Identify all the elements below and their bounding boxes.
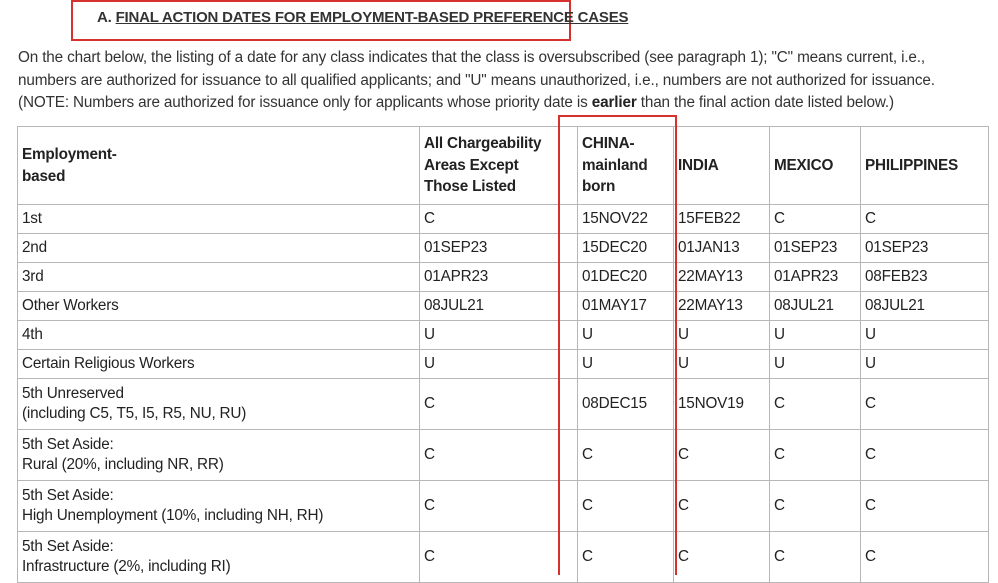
cell-all: U bbox=[420, 321, 578, 350]
table-row bbox=[18, 321, 989, 350]
cell-philippines: U bbox=[861, 350, 989, 379]
cell-china: U bbox=[578, 350, 674, 379]
cell-mexico: U bbox=[770, 321, 861, 350]
cell-mexico: C bbox=[770, 532, 861, 583]
cell-mexico: C bbox=[770, 430, 861, 481]
cell-philippines: 08JUL21 bbox=[861, 292, 989, 321]
cell-mexico: 01APR23 bbox=[770, 263, 861, 292]
cell-mexico: C bbox=[770, 481, 861, 532]
cell-all: C bbox=[420, 379, 578, 430]
table-row bbox=[18, 234, 989, 263]
cell-china: 01DEC20 bbox=[578, 263, 674, 292]
cell-all: C bbox=[420, 532, 578, 583]
cell-all: C bbox=[420, 430, 578, 481]
cell-all: U bbox=[420, 350, 578, 379]
cell-mexico: 08JUL21 bbox=[770, 292, 861, 321]
cell-china: C bbox=[578, 481, 674, 532]
row-category: 4th bbox=[18, 321, 420, 350]
final-action-dates-table bbox=[17, 126, 989, 583]
cell-all: 01APR23 bbox=[420, 263, 578, 292]
cell-india: U bbox=[674, 350, 770, 379]
header-mexico: MEXICO bbox=[770, 127, 861, 205]
cell-india: U bbox=[674, 321, 770, 350]
cell-india: C bbox=[674, 430, 770, 481]
table-row bbox=[18, 263, 989, 292]
table-row bbox=[18, 430, 989, 481]
intro-text-1: On the chart below, the listing of a date for any class indicates that the class is oversubscribed (see paragraph 1); "C" means current, i.e., numbers are authorized for issuance to all qualified applicants; and "U" means unauthorized, i.e., numbers are not authorized for issuance. (NOTE: Numbers are authorized for issuance only for applicants whose priority date is bbox=[18, 49, 935, 111]
header-india: INDIA bbox=[674, 127, 770, 205]
table-row bbox=[18, 350, 989, 379]
table-row bbox=[18, 532, 989, 583]
row-category: 1st bbox=[18, 205, 420, 234]
table-row bbox=[18, 292, 989, 321]
cell-china: C bbox=[578, 532, 674, 583]
row-category: 5th Set Aside: Infrastructure (2%, including RI) bbox=[18, 532, 420, 583]
row-category: 3rd bbox=[18, 263, 420, 292]
row-category: Certain Religious Workers bbox=[18, 350, 420, 379]
intro-bold-word: earlier bbox=[591, 94, 637, 111]
cell-philippines: C bbox=[861, 379, 989, 430]
header-all-areas: All Chargeability Areas Except Those Listed bbox=[420, 127, 578, 205]
cell-china: 15NOV22 bbox=[578, 205, 674, 234]
heading-title: FINAL ACTION DATES FOR EMPLOYMENT-BASED PREFERENCE CASES bbox=[115, 9, 629, 26]
cell-india: C bbox=[674, 532, 770, 583]
cell-india: 22MAY13 bbox=[674, 292, 770, 321]
cell-philippines: 01SEP23 bbox=[861, 234, 989, 263]
cell-mexico: U bbox=[770, 350, 861, 379]
row-category: 5th Unreserved (including C5, T5, I5, R5, NU, RU) bbox=[18, 379, 420, 430]
cell-india: 15FEB22 bbox=[674, 205, 770, 234]
cell-mexico: 01SEP23 bbox=[770, 234, 861, 263]
intro-paragraph bbox=[18, 47, 978, 115]
cell-philippines: 08FEB23 bbox=[861, 263, 989, 292]
table-row bbox=[18, 205, 989, 234]
cell-china: U bbox=[578, 321, 674, 350]
cell-philippines: C bbox=[861, 532, 989, 583]
cell-all: C bbox=[420, 481, 578, 532]
header-category: Employment- based bbox=[18, 127, 420, 205]
cell-mexico: C bbox=[770, 379, 861, 430]
cell-all: 08JUL21 bbox=[420, 292, 578, 321]
cell-philippines: C bbox=[861, 430, 989, 481]
heading-prefix: A. bbox=[97, 9, 112, 26]
cell-all: C bbox=[420, 205, 578, 234]
cell-india: 22MAY13 bbox=[674, 263, 770, 292]
cell-china: 15DEC20 bbox=[578, 234, 674, 263]
cell-philippines: C bbox=[861, 205, 989, 234]
cell-philippines: C bbox=[861, 481, 989, 532]
table-row bbox=[18, 379, 989, 430]
header-china: CHINA- mainland born bbox=[578, 127, 674, 205]
row-category: Other Workers bbox=[18, 292, 420, 321]
table-header-row bbox=[18, 127, 989, 205]
cell-india: C bbox=[674, 481, 770, 532]
cell-india: 01JAN13 bbox=[674, 234, 770, 263]
section-heading bbox=[97, 9, 628, 26]
cell-china: 08DEC15 bbox=[578, 379, 674, 430]
row-category: 5th Set Aside: Rural (20%, including NR, RR) bbox=[18, 430, 420, 481]
cell-china: C bbox=[578, 430, 674, 481]
cell-china: 01MAY17 bbox=[578, 292, 674, 321]
cell-all: 01SEP23 bbox=[420, 234, 578, 263]
intro-text-2: than the final action date listed below.) bbox=[636, 94, 894, 111]
cell-india: 15NOV19 bbox=[674, 379, 770, 430]
cell-philippines: U bbox=[861, 321, 989, 350]
table-row bbox=[18, 481, 989, 532]
row-category: 2nd bbox=[18, 234, 420, 263]
row-category: 5th Set Aside: High Unemployment (10%, including NH, RH) bbox=[18, 481, 420, 532]
cell-mexico: C bbox=[770, 205, 861, 234]
header-philippines: PHILIPPINES bbox=[861, 127, 989, 205]
